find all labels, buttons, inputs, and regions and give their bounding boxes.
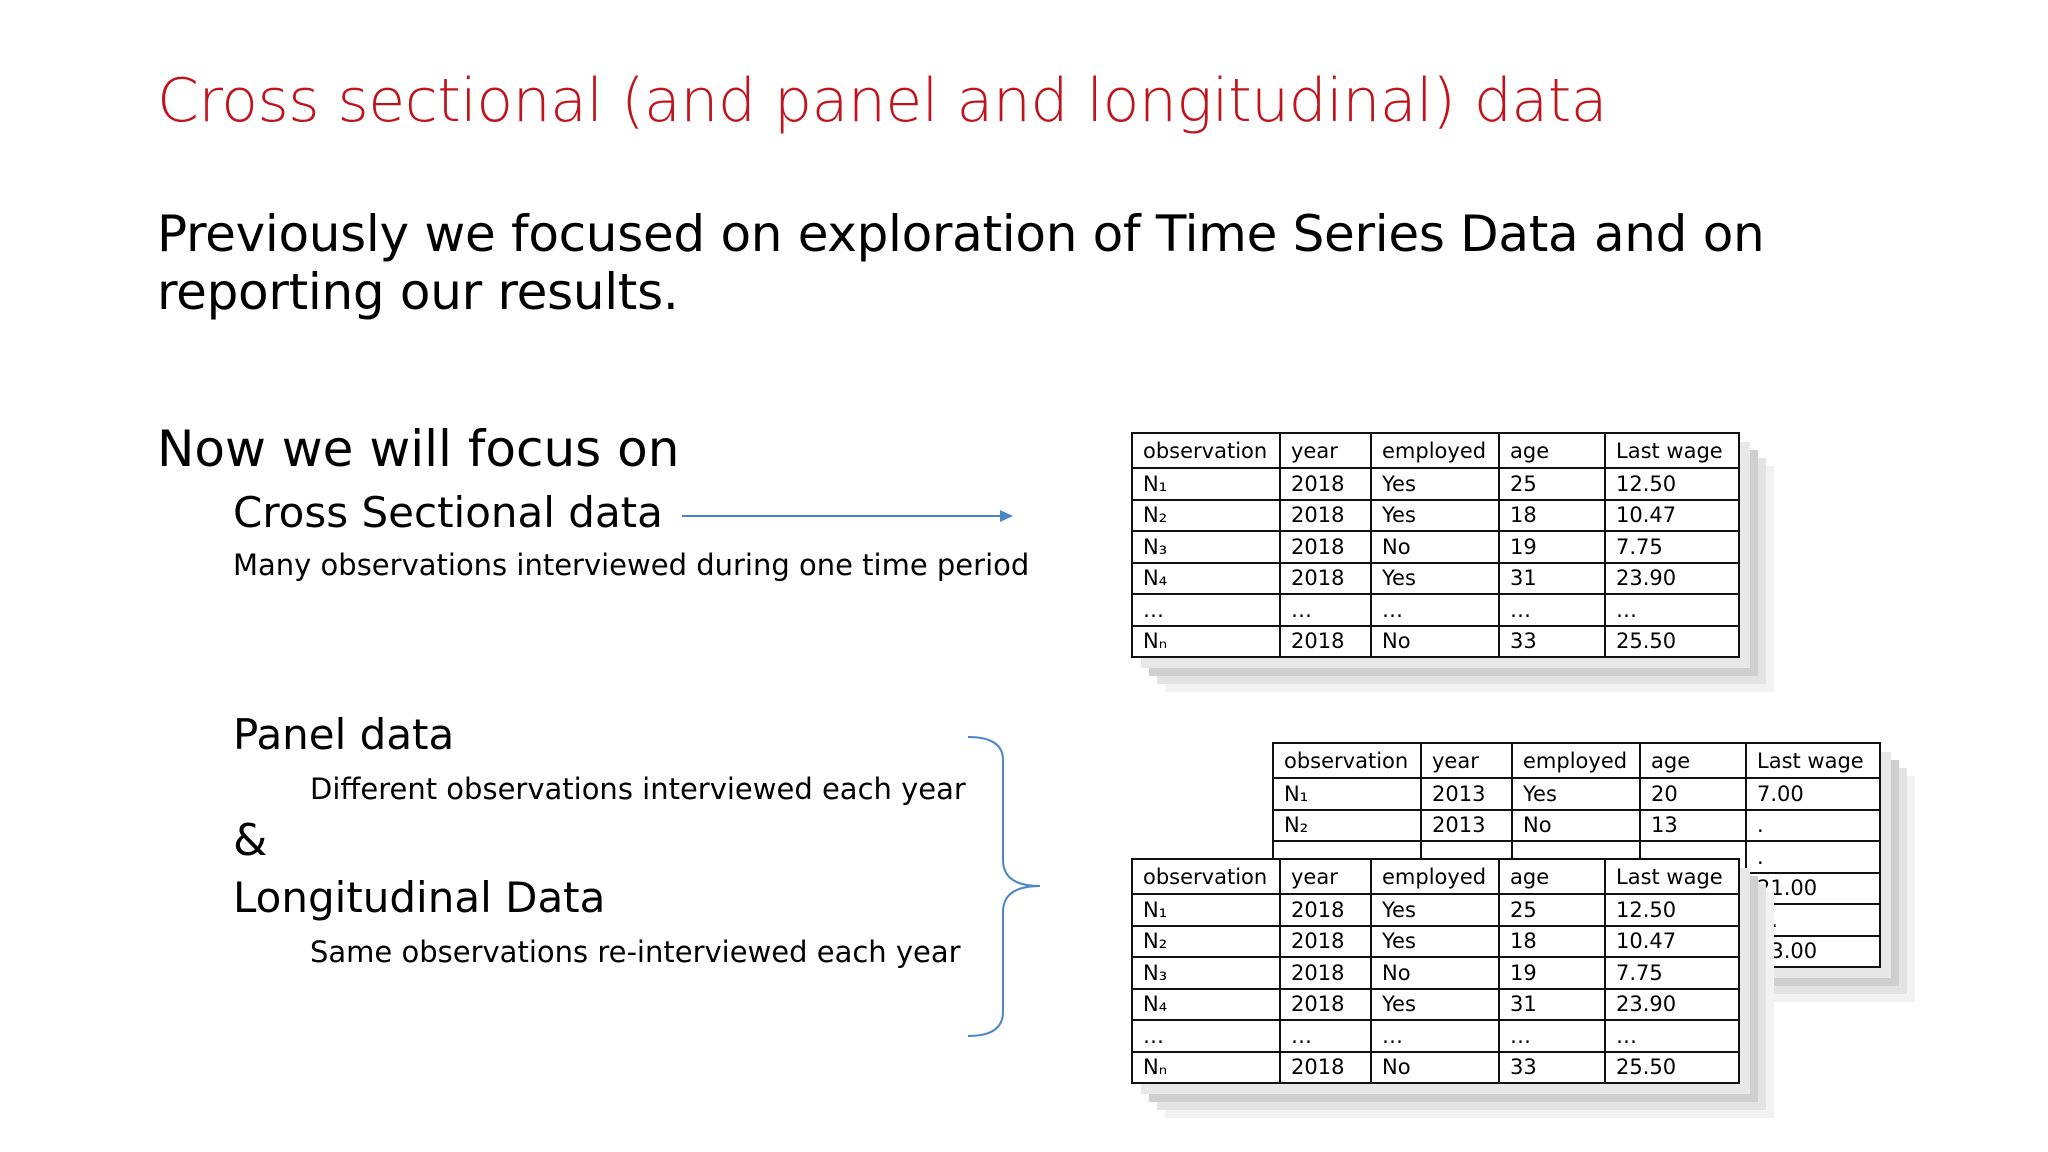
table-cell: N₁ [1132,468,1280,500]
table-cell: N₃ [1132,957,1280,989]
table-cell: No [1371,626,1499,658]
table-cell: … [1746,904,1880,936]
table-row [1132,531,1739,563]
table-cell: … [1132,594,1280,626]
table-cell: 31 [1499,989,1605,1021]
table-row [1273,778,1880,810]
table-cell: No [1371,1052,1499,1084]
table-cell: N₄ [1132,989,1280,1021]
slide-title: Cross sectional (and panel and longitudinal) data [157,66,1607,136]
table-row [1273,810,1880,842]
column-header: year [1280,859,1371,894]
panel-heading: Panel data [233,710,455,759]
table-row [1132,468,1739,500]
table-cell: 25 [1499,894,1605,926]
curly-brace-icon [968,737,1040,1036]
table-cell: 25.50 [1605,626,1739,658]
table-cell: Yes [1371,468,1499,500]
table-cell: … [1371,1020,1499,1052]
table-cell: 13.00 [1746,936,1880,968]
table-cell: 12.50 [1605,468,1739,500]
table-cell: Yes [1371,894,1499,926]
table-row [1132,926,1739,958]
table-cell: N₂ [1132,926,1280,958]
right-arrow-icon [682,510,1013,522]
table-header-row [1132,859,1739,894]
column-header: observation [1273,743,1421,778]
table-cell: 2018 [1280,989,1371,1021]
panel-table-2018 [1131,858,1740,1084]
table-cell: 7.00 [1746,778,1880,810]
table-cell: 2013 [1421,778,1512,810]
table-cell: 33 [1499,1052,1605,1084]
table-cell: … [1280,594,1371,626]
table-cell: Nₙ [1132,1052,1280,1084]
table-cell: 2018 [1280,1052,1371,1084]
table-cell: 2018 [1280,957,1371,989]
table-cell: N₂ [1132,500,1280,532]
cross-sectional-heading: Cross Sectional data [233,488,663,537]
table-cell: 2018 [1280,563,1371,595]
table-cell: N₁ [1273,778,1421,810]
table-cell: … [1499,594,1605,626]
cross-sectional-description: Many observations interviewed during one time period [233,548,1030,582]
table-cell: No [1371,531,1499,563]
table-cell: 13 [1640,810,1746,842]
table-cell: 19 [1499,957,1605,989]
column-header: year [1280,433,1371,468]
cross-sectional-table-card [1131,432,1740,658]
panel-description: Different observations interviewed each year [310,772,966,806]
intro-line-1: Previously we focused on exploration of Time Series Data and on [157,205,1765,263]
column-header: year [1421,743,1512,778]
cross-sectional-table [1131,432,1740,658]
table-row [1132,957,1739,989]
intro-line-2: reporting our results. [157,263,679,321]
table-cell: 20 [1640,778,1746,810]
table-cell: 10.47 [1605,500,1739,532]
table-row [1132,594,1739,626]
table-row [1132,563,1739,595]
table-row [1132,1052,1739,1084]
column-header: age [1499,859,1605,894]
table-cell: Yes [1371,926,1499,958]
table-cell: 2018 [1280,894,1371,926]
table-cell: 2013 [1421,810,1512,842]
table-cell: 10.47 [1605,926,1739,958]
table-cell: … [1280,1020,1371,1052]
column-header: Last wage [1746,743,1880,778]
table-row [1132,626,1739,658]
column-header: employed [1371,433,1499,468]
table-cell: 31 [1499,563,1605,595]
table-cell: N₂ [1273,810,1421,842]
table-cell: 2018 [1280,500,1371,532]
table-cell: . [1746,841,1880,873]
table-cell: N₃ [1132,531,1280,563]
table-cell: 7.75 [1605,531,1739,563]
column-header: observation [1132,859,1280,894]
table-cell: 33 [1499,626,1605,658]
column-header: Last wage [1605,859,1739,894]
table-cell: 12.50 [1605,894,1739,926]
longitudinal-description: Same observations re-interviewed each year [310,935,961,969]
table-cell: 2018 [1280,626,1371,658]
table-cell: 21.00 [1746,873,1880,905]
table-cell: 23.90 [1605,989,1739,1021]
table-header-row [1132,433,1739,468]
table-cell: 23.90 [1605,563,1739,595]
table-cell: 7.75 [1605,957,1739,989]
panel-table-2018-card [1131,858,1740,1084]
table-cell: 18 [1499,500,1605,532]
now-heading: Now we will focus on [157,420,680,478]
table-cell: 25 [1499,468,1605,500]
table-cell: N₁ [1132,894,1280,926]
table-cell: 25.50 [1605,1052,1739,1084]
table-cell: Yes [1371,500,1499,532]
longitudinal-heading: Longitudinal Data [233,873,606,922]
column-header: employed [1512,743,1640,778]
column-header: Last wage [1605,433,1739,468]
column-header: age [1499,433,1605,468]
table-cell: Yes [1371,989,1499,1021]
table-cell: … [1605,594,1739,626]
table-cell: … [1371,594,1499,626]
table-cell: … [1499,1020,1605,1052]
table-row [1132,894,1739,926]
table-cell: … [1132,1020,1280,1052]
table-cell: N₄ [1132,563,1280,595]
table-row [1132,500,1739,532]
column-header: observation [1132,433,1280,468]
table-cell: 2018 [1280,531,1371,563]
table-cell: … [1605,1020,1739,1052]
table-cell: Nₙ [1132,626,1280,658]
table-cell: No [1371,957,1499,989]
table-cell: 2018 [1280,926,1371,958]
table-cell: 2018 [1280,468,1371,500]
table-cell: 19 [1499,531,1605,563]
table-cell: 18 [1499,926,1605,958]
table-row [1132,1020,1739,1052]
table-cell: No [1512,810,1640,842]
table-header-row [1273,743,1880,778]
table-cell: . [1746,810,1880,842]
table-row [1132,989,1739,1021]
table-cell: Yes [1371,563,1499,595]
table-cell: Yes [1512,778,1640,810]
ampersand: & [233,815,268,866]
column-header: employed [1371,859,1499,894]
column-header: age [1640,743,1746,778]
